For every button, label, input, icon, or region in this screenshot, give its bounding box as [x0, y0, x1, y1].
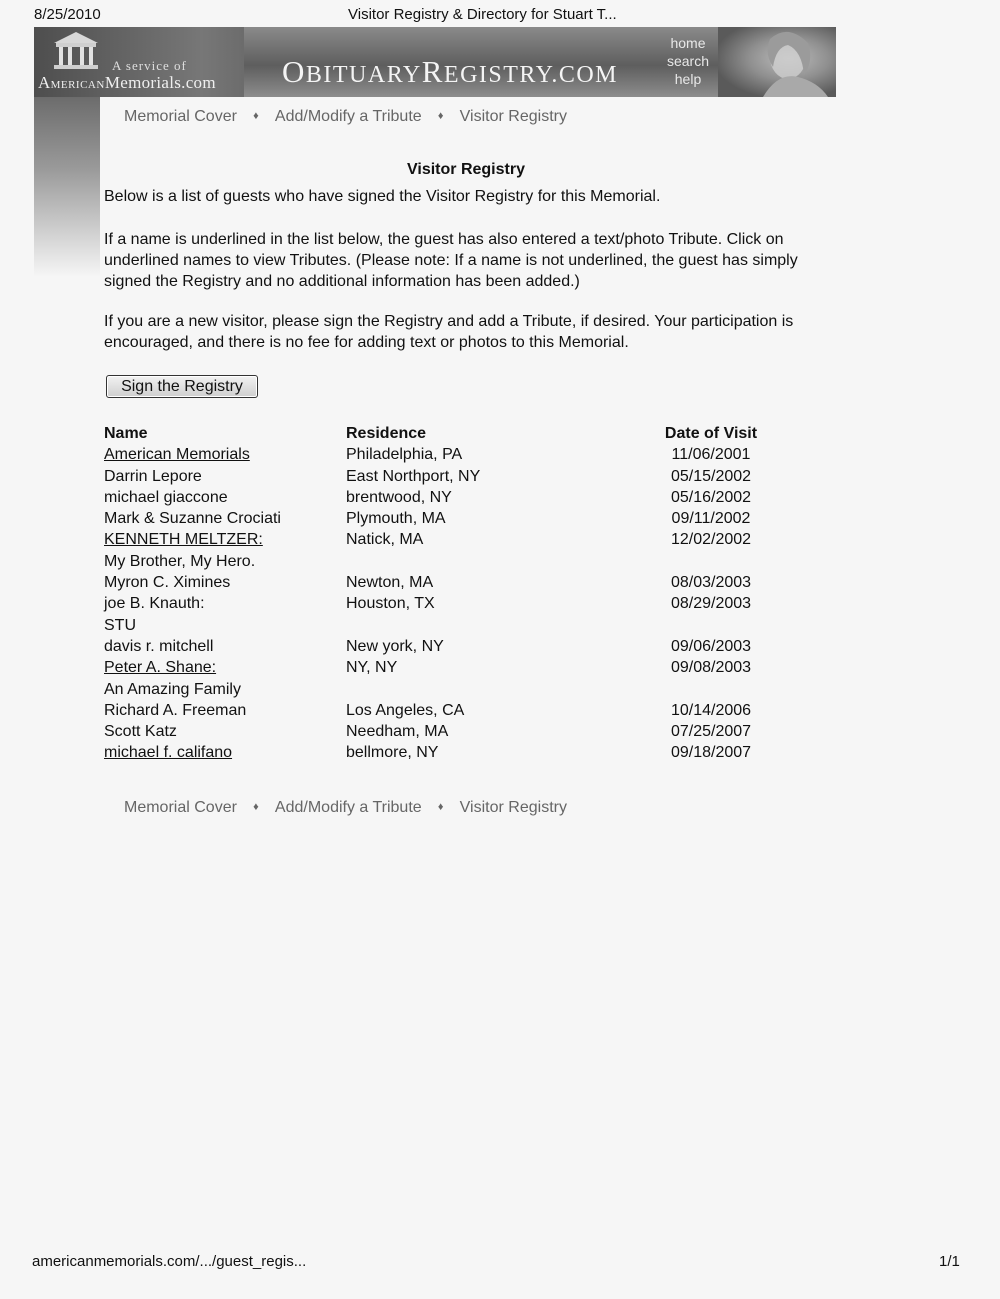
- visitor-name[interactable]: michael f. califano: [104, 744, 233, 762]
- top-nav: [124, 108, 567, 126]
- table-row: [104, 508, 824, 529]
- visit-date: 07/25/2007: [670, 723, 752, 741]
- table-row: [104, 551, 824, 572]
- table-row: [104, 679, 824, 700]
- visit-date: 09/11/2002: [671, 510, 751, 528]
- table-header-row: [104, 423, 824, 444]
- american-memorials-logo-area[interactable]: [34, 27, 244, 97]
- obituary-registry-logo[interactable]: [282, 54, 618, 90]
- am-logo-first: A: [38, 73, 51, 92]
- visitor-residence: Houston, TX: [346, 595, 435, 613]
- logo-end: EGISTRY.COM: [443, 62, 619, 88]
- underline-note-paragraph: If a name is underlined in the list below, the guest has also entered a text/photo Tribute. Click on underlined names to view Tributes. (Please note: If a name is not underlined, the guest has simply signed the Registry and no additional information has been added.): [104, 231, 798, 290]
- visitor-name: davis r. mitchell: [104, 637, 214, 655]
- visitor-residence: Philadelphia, PA: [346, 446, 463, 464]
- table-row: [104, 466, 824, 487]
- nav-add-modify-tribute[interactable]: Add/Modify a Tribute: [274, 799, 422, 816]
- nav-add-modify-tribute[interactable]: Add/Modify a Tribute: [274, 108, 422, 125]
- visitor-residence: New york, NY: [346, 637, 444, 655]
- visit-date: 08/03/2003: [670, 574, 752, 592]
- statue-image: [718, 27, 836, 97]
- visit-date: 11/06/2001: [671, 446, 751, 464]
- am-logo-caps: MERICAN: [50, 79, 105, 91]
- header-name: Name: [104, 425, 148, 442]
- visitor-residence: Newton, MA: [346, 574, 434, 592]
- visitor-name: Darrin Lepore: [104, 467, 202, 485]
- visitor-table: [104, 423, 824, 764]
- visitor-residence: East Northport, NY: [346, 467, 481, 485]
- visitor-name: An Amazing Family: [104, 680, 241, 698]
- table-row: [104, 487, 824, 508]
- nav-visitor-registry[interactable]: Visitor Registry: [459, 108, 567, 125]
- visitor-name[interactable]: American Memorials: [104, 446, 250, 464]
- print-date: 8/25/2010: [34, 6, 101, 23]
- nav-separator-icon: ♦: [437, 801, 444, 813]
- visitor-residence: Los Angeles, CA: [346, 701, 465, 719]
- american-memorials-logo[interactable]: [38, 73, 216, 93]
- nav-separator-icon: ♦: [437, 110, 444, 122]
- visitor-name: joe B. Knauth:: [104, 595, 205, 613]
- angel-statue-icon: [718, 27, 836, 97]
- header-links: [654, 34, 722, 88]
- visit-date: 09/08/2003: [670, 659, 752, 677]
- visitor-residence: Natick, MA: [346, 531, 424, 549]
- visitor-residence: NY, NY: [346, 659, 398, 677]
- nav-memorial-cover[interactable]: Memorial Cover: [124, 108, 237, 125]
- logo-letter-r: R: [421, 54, 444, 89]
- visit-date: 05/15/2002: [670, 467, 752, 485]
- table-row[interactable]: [104, 657, 824, 678]
- intro-text: [104, 186, 844, 207]
- visitor-name: michael giaccone: [104, 488, 228, 506]
- visitor-name[interactable]: KENNETH MELTZER:: [104, 531, 263, 549]
- home-link[interactable]: home: [670, 35, 706, 51]
- visitor-name: Mark & Suzanne Crociati: [104, 510, 281, 528]
- sign-registry-button[interactable]: Sign the Registry: [106, 375, 258, 398]
- bottom-nav: [124, 799, 567, 817]
- visitor-name: STU: [104, 616, 136, 634]
- visitor-name: Scott Katz: [104, 723, 177, 741]
- am-logo-rest: Memorials.com: [104, 73, 216, 92]
- participation-paragraph: If you are a new visitor, please sign the Registry and add a Tribute, if desired. Your participation is encouraged, and there is no fee for adding text or photos to this Memorial.: [104, 313, 794, 351]
- visitor-name: My Brother, My Hero.: [104, 552, 256, 570]
- visit-date: 10/14/2006: [670, 701, 752, 719]
- side-decoration: [34, 97, 100, 277]
- print-page-title: Visitor Registry & Directory for Stuart T...: [348, 6, 617, 23]
- service-of-text: A service of: [112, 58, 187, 73]
- pavilion-icon: [48, 29, 104, 69]
- visitor-residence: Needham, MA: [346, 723, 449, 741]
- participation-text: [104, 311, 844, 353]
- table-row: [104, 700, 824, 721]
- logo-letter-o: O: [282, 54, 306, 89]
- table-row: [104, 721, 824, 742]
- visit-date: 05/16/2002: [670, 488, 752, 506]
- intro-paragraph: Below is a list of guests who have signed the Visitor Registry for this Memorial.: [104, 188, 661, 205]
- visit-date: 09/06/2003: [670, 637, 752, 655]
- visitor-rows: [104, 444, 824, 763]
- nav-separator-icon: ♦: [253, 110, 259, 122]
- table-row: [104, 636, 824, 657]
- table-row: [104, 572, 824, 593]
- visitor-name: Richard A. Freeman: [104, 701, 247, 719]
- logo-mid: BITUARY: [305, 62, 422, 88]
- table-row[interactable]: [104, 742, 824, 763]
- help-link[interactable]: help: [674, 71, 702, 87]
- visitor-residence: bellmore, NY: [346, 744, 439, 762]
- visit-date: 09/18/2007: [670, 744, 752, 762]
- visit-date: 12/02/2002: [670, 531, 752, 549]
- nav-visitor-registry[interactable]: Visitor Registry: [459, 799, 567, 816]
- header-residence: Residence: [346, 425, 427, 442]
- visitor-residence: Plymouth, MA: [346, 510, 446, 528]
- visitor-name: Myron C. Ximines: [104, 574, 231, 592]
- header-date-of-visit: Date of Visit: [664, 425, 758, 442]
- nav-separator-icon: ♦: [253, 801, 259, 813]
- site-banner: [34, 27, 836, 97]
- table-row[interactable]: [104, 444, 824, 465]
- print-url: americanmemorials.com/.../guest_regis...: [32, 1253, 307, 1270]
- visit-date: 08/29/2003: [670, 595, 752, 613]
- table-row: [104, 615, 824, 636]
- visitor-name[interactable]: Peter A. Shane:: [104, 659, 217, 677]
- nav-memorial-cover[interactable]: Memorial Cover: [124, 799, 237, 816]
- print-page-number: 1/1: [939, 1253, 960, 1270]
- visitor-residence: brentwood, NY: [346, 488, 452, 506]
- page-title: Visitor Registry: [407, 161, 525, 178]
- search-link[interactable]: search: [666, 53, 710, 69]
- table-row: [104, 593, 824, 614]
- table-row[interactable]: [104, 529, 824, 550]
- instructions-text: [104, 229, 844, 292]
